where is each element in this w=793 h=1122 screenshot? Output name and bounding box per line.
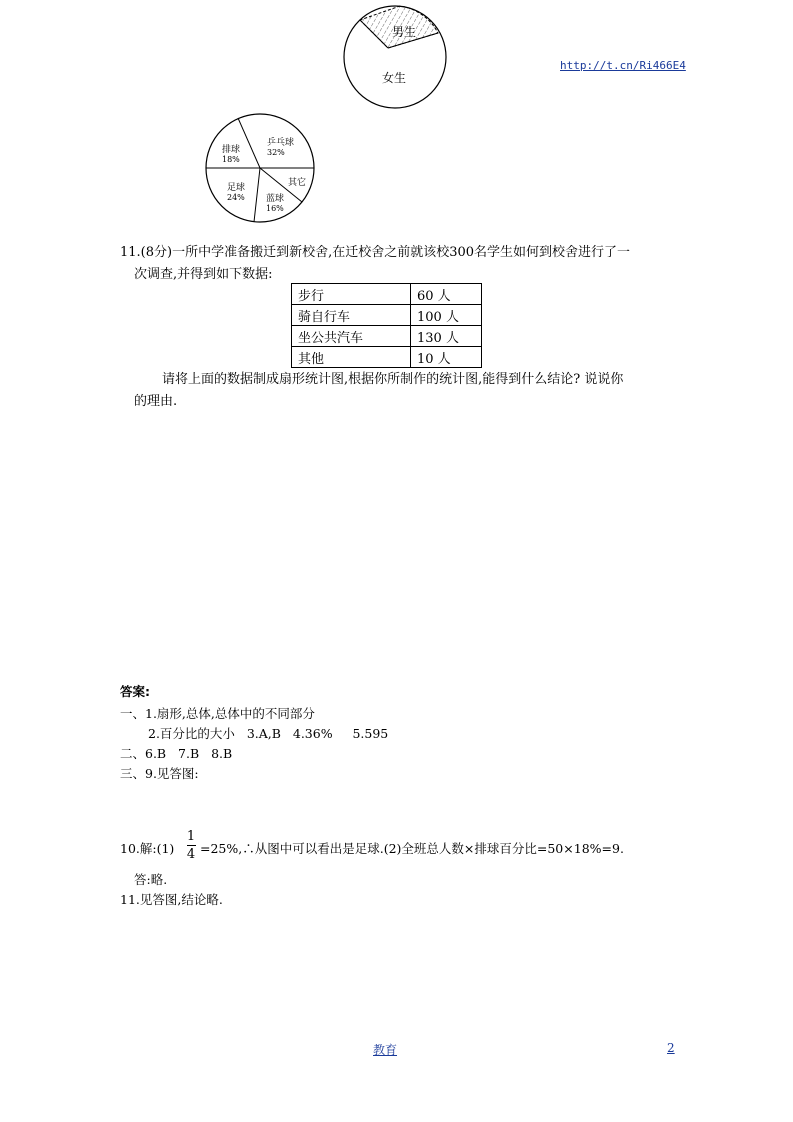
header-link[interactable]: http://t.cn/Ri466E4: [560, 59, 686, 72]
fraction-numerator: 1: [186, 829, 196, 844]
answer-4: 三、9.见答图:: [120, 766, 199, 781]
gender-label-female: 女生: [382, 71, 407, 85]
footer-link[interactable]: 教育: [373, 1043, 398, 1057]
slice-label-basketball: 蓝球: [266, 194, 285, 204]
sports-pie-chart: [200, 110, 320, 230]
instructions-line2: 的理由.: [134, 394, 178, 409]
answer-10-prefix: 10.解:(1): [120, 841, 175, 856]
table-cell: 坐公共汽车: [292, 326, 411, 347]
slice-pct-football: 24%: [227, 193, 245, 202]
fraction-one-quarter: [184, 829, 198, 862]
fraction-denominator: 4: [186, 847, 196, 862]
table-cell: 其他: [292, 347, 411, 368]
fraction-bar: [187, 845, 196, 846]
slice-label-football: 足球: [227, 183, 246, 193]
question-11-text: [120, 242, 680, 286]
answer-10-rest: =25%,∴从图中可以看出是足球.(2)全班总人数×排球百分比=50×18%=9.: [200, 841, 624, 856]
table-row: [292, 305, 482, 326]
page-number: 2: [667, 1041, 675, 1055]
answer-2: 2.百分比的大小 3.A,B 4.36% 5.595: [148, 726, 389, 741]
gender-label-male: 男生: [392, 25, 417, 39]
table-cell: 10 人: [411, 347, 482, 368]
slice-label-pingpong: 乒乓球: [267, 138, 295, 148]
table-cell: 130 人: [411, 326, 482, 347]
slice-pct-basketball: 16%: [266, 204, 284, 213]
question-11-line2: 次调查,并得到如下数据:: [134, 267, 273, 282]
slice-pct-volleyball: 18%: [222, 155, 240, 164]
table-cell: 骑自行车: [292, 305, 411, 326]
table-cell: 100 人: [411, 305, 482, 326]
answer-3: 二、6.B 7.B 8.B: [120, 746, 233, 761]
answer-10-conclusion: 答:略.: [134, 872, 168, 887]
table-row: [292, 347, 482, 368]
table-cell: 60 人: [411, 284, 482, 305]
instructions-line1: 请将上面的数据制成扇形统计图,根据你所制作的统计图,能得到什么结论? 说说你: [162, 372, 624, 387]
table-row: [292, 326, 482, 347]
question-11-line1: 11.(8分)一所中学准备搬迁到新校舍,在迁校舍之前就该校300名学生如何到校舍进行了一: [120, 245, 631, 260]
gender-pie-chart: [340, 0, 450, 112]
question-11-instructions: [120, 369, 680, 413]
table-cell: 步行: [292, 284, 411, 305]
transport-table: [291, 283, 482, 368]
slice-label-volleyball: 排球: [222, 145, 241, 155]
answer-1: 一、1.扇形,总体,总体中的不同部分: [120, 706, 315, 721]
table-row: [292, 284, 482, 305]
slice-label-other: 其它: [288, 178, 307, 188]
answers-heading: 答案:: [120, 684, 150, 699]
slice-pct-pingpong: 32%: [267, 148, 285, 157]
answer-11: 11.见答图,结论略.: [120, 892, 223, 907]
